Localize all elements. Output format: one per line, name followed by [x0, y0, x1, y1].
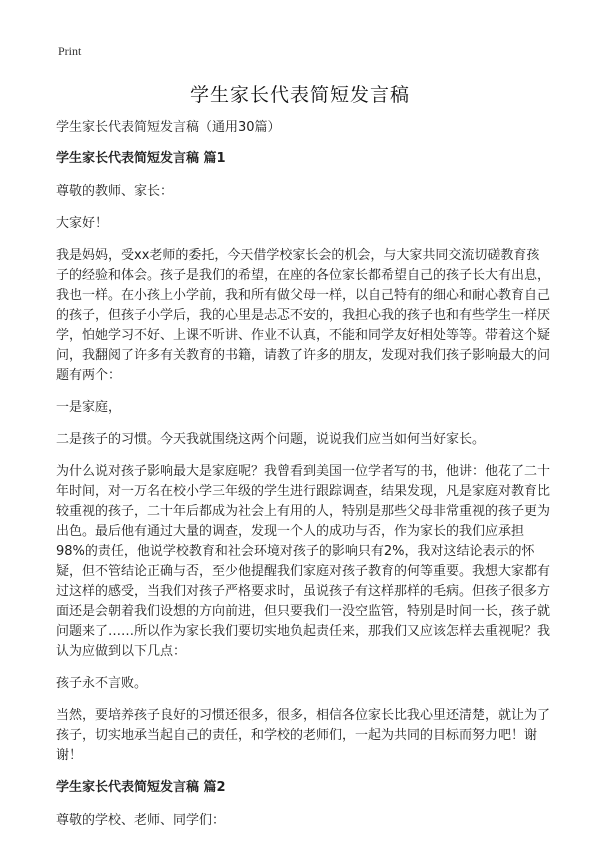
greeting: 大家好！	[56, 216, 109, 231]
print-link[interactable]: Print	[58, 44, 82, 58]
paragraph: 二是孩子的习惯。今天我就围绕这两个问题，说说我们应当如何当好家长。	[56, 432, 486, 447]
salutation: 尊敬的学校、老师、同学们：	[56, 813, 226, 828]
document-title: 学生家长代表简短发言稿	[189, 84, 410, 106]
paragraph: 为什么说对孩子影响最大是家庭呢？我曾看到美国一位学者写的书，他讲：他花了二十年时间，对一万名在校小学三年级的学生进行跟踪调查，结果发现，凡是家庭对教育比较重视的孩子，二十年后都成为社会上有用的人，特别是那些父母非常重视的孩子更为出色。最后他有通过大量的调查，发现一个人的成功与否，作为家长的我们应承担98%的责任，他说学校教育和社会环境对孩子的影响只有2%，我对这结论表示的怀疑，但不管结论正确与否，至少他提醒我们家庭对孩子教育的何等重要。我想大家都有过这样的感受，当我们对孩子严格要求时，虽说孩子有这样那样的毛病。但孩子很多方面还是会朝着我们设想的方向前进，但只要我们一没空监管，特别是时间一长，孩子就问题来了……所以作为家长我们要切实地负起责任来，那我们又应该怎样去重视呢？我认为应做到以下几点：	[56, 464, 551, 659]
document-body	[56, 118, 552, 843]
paragraph: 一是家庭，	[56, 400, 122, 415]
section-heading: 学生家长代表简短发言稿 篇2	[56, 780, 226, 795]
paragraph: 我是妈妈，受xx老师的委托，今天借学校家长会的机会，与大家共同交流切磋教育孩子的经验和体会。孩子是我们的希望，在座的各位家长都希望自己的孩子长大有出息，我也一样。在小孩上小学前，我和所有做父母一样，以自己特有的细心和耐心教育自己的孩子，但孩子小学后，我的心里是忐忑不安的，我担心我的孩子也和有些学生一样厌学，怕她学习不好、上课不听讲、作业不认真，不能和同学友好相处等等。带着这个疑问，我翻阅了许多有关教育的书籍，请教了许多的朋友，发现对我们孩子影响最大的问题有两个：	[56, 248, 551, 383]
paragraph: 当然，要培养孩子良好的习惯还很多，很多，相信各位家长比我心里还清楚，就让为了孩子，切实地承当起自己的责任，和学校的老师们，一起为共同的目标而努力吧！谢谢！	[56, 708, 551, 763]
document-subtitle: 学生家长代表简短发言稿（通用30篇）	[56, 120, 281, 135]
section-heading: 学生家长代表简短发言稿 篇1	[56, 151, 226, 166]
salutation: 尊敬的教师、家长：	[56, 184, 174, 199]
paragraph: 孩子永不言败。	[56, 676, 148, 691]
